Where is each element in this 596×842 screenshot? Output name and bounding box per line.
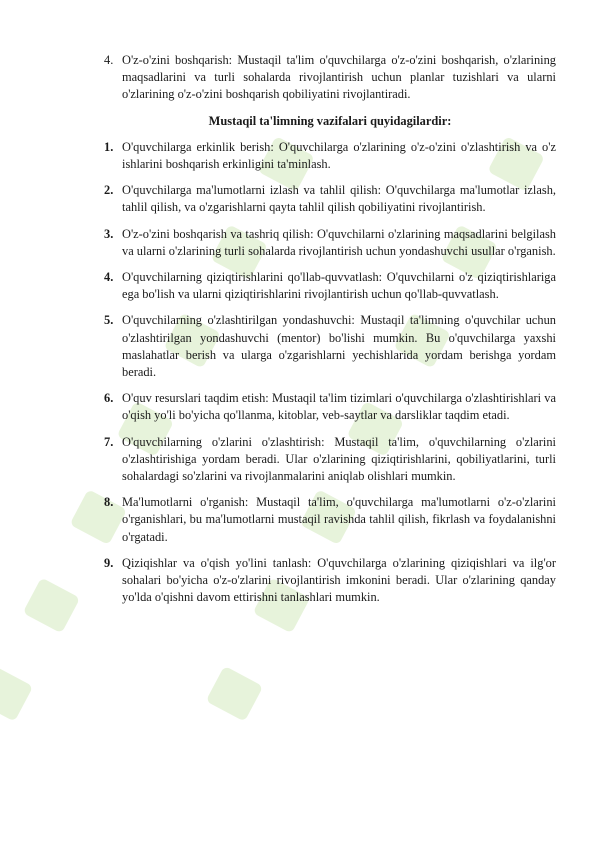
list-item-text: O'quvchilarga erkinlik berish: O'quvchilarga o'zlarining o'z-o'zini o'zlashtirish va o'z ishlarini boshqarish erkinligini ta'minlash. [122, 139, 556, 172]
list-item-number: 3. [104, 226, 114, 241]
list-item-text: O'quv resurslari taqdim etish: Mustaqil ta'lim tizimlari o'quvchilarga o'zlashtirishlari va o'qish yo'li bo'yicha qo'llanma, kitoblar, veb-saytlar va darsliklar taqdim etadi. [122, 391, 556, 423]
list-item [104, 269, 556, 303]
list-item [104, 555, 556, 607]
list-item-number: 4. [104, 270, 114, 285]
section-heading: Mustaqil ta'limning vazifalari quyidagilardir: [208, 113, 452, 128]
list-item [104, 434, 556, 486]
intro-text: O'z-o'zini boshqarish: Mustaqil ta'lim o'quvchilarga o'z-o'zini boshqarish, o'zlarining maqsadlarini va turli sohalarda rivojlantirish uchun planlar tuzishlari va ularni o'zlarining o'z-o'zini boshqarish qobiliyatini rivojlantiradi. [122, 53, 556, 102]
list-item-number: 5. [104, 313, 114, 328]
list-item-number: 1. [104, 139, 114, 154]
list-item-text: O'quvchilarning o'zlarini o'zlashtirish: Mustaqil ta'lim, o'quvchilarning o'zlarini o'zlashtirishiga yordam beradi. Ular o'zlarining qiziqtirishlarini, qobiliyatlarini, turli sohalardagi so'zlarini va rivojlanmalarini aniqlab olishlari mumkin. [122, 434, 556, 484]
list-item [104, 494, 556, 546]
list-item-number: 6. [104, 391, 114, 406]
list-item-text: Ma'lumotlarni o'rganish: Mustaqil ta'lim, o'quvchilarga ma'lumotlarni o'z-o'zlarini o'rganishlari, bu ma'lumotlarni mustaqil ravishda tahlil qilish, fikrlash va foydalanishni o'rgatadi. [122, 495, 556, 544]
list-item-text: O'quvchilarning o'zlashtirilgan yondashuvchi: Mustaqil ta'limning o'quvchilar uchun o'zlashtirilgan yondashuvchi (mentor) bo'lishi mumkin. Bu o'quvchilarga yaxshi maslahatlar berish va ularga o'zgarishlarni yechishlarida yordam berishga yordam beradi. [122, 313, 556, 380]
list-item-text: O'quvchilarning qiziqtirishlarini qo'llab-quvvatlash: O'quvchilarni o'z qiziqtirishlariga ega bo'lish va ularni qiziqtirishlarini rivojlantirish uchun qo'llab-quvvatlash. [122, 270, 556, 302]
list-item [104, 182, 556, 216]
list-item [104, 226, 556, 260]
intro-number: 4. [104, 53, 114, 67]
list-item [104, 312, 556, 381]
list-item-number: 8. [104, 495, 114, 510]
list-item-number: 9. [104, 555, 114, 570]
document-body [104, 52, 556, 615]
list-item-number: 7. [104, 434, 114, 449]
list-item-text: O'z-o'zini boshqarish va tashriq qilish: O'quvchilarni o'zlarining maqsadlarini belgilash va ularni o'zlarining turli sohalarda rivojlantirish uchun yondashuvchi usullar o'rganish. [122, 226, 556, 258]
list-item-text: Qiziqishlar va o'qish yo'lini tanlash: O'quvchilarga o'zlarining qiziqishlari va ilg'or sohalari bo'yicha o'z-o'zlarini rivojlantirish imkonini beradi. Ular o'zlarining qanday yo'lda o'qishni davom ettirishni tanlashlari mumkin. [122, 555, 556, 605]
list-item [104, 139, 556, 173]
intro-paragraph [104, 52, 556, 104]
list-item [104, 390, 556, 424]
list-item-number: 2. [104, 183, 114, 198]
list-item-text: O'quvchilarga ma'lumotlarni izlash va tahlil qilish: O'quvchilarga ma'lumotlar izlash, tahlil qilish, va o'zgarishlarni qayta tahlil qilish qobiliyatini rivojlantirish. [122, 183, 556, 215]
